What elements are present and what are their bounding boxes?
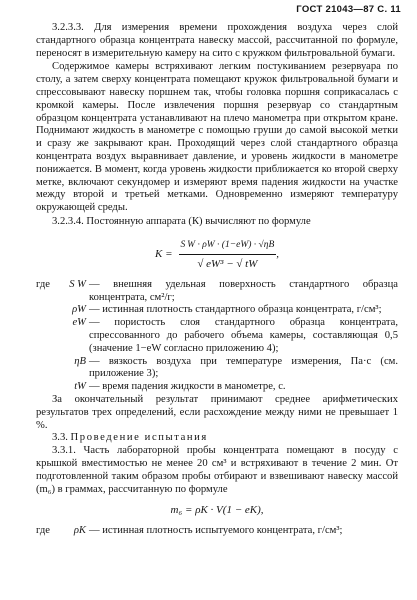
paragraph-3-2-3-4: 3.2.3.4. Постоянную аппарата (К) вычисляют по формуле — [52, 215, 311, 227]
legend-row — [36, 356, 398, 382]
legend-text: — внешняя удельная поверхность стандартного образца концентрата, см²/г; — [89, 278, 398, 303]
legend-symbol: S W — [69, 278, 86, 290]
legend-prefix — [36, 317, 64, 355]
formula-k-fraction — [179, 239, 280, 271]
legend-text: — истинная плотность испытуемого концентрата, г/см³; — [89, 525, 343, 537]
legend-text: — пористость слоя стандартного образца концентрата, спрессованного до рабочего объема камеры, составляющая 0,5 (значение 1−eW согласно приложению 4); — [89, 317, 398, 354]
legend-symbol: ηB — [74, 355, 86, 367]
section-heading — [36, 432, 398, 445]
document-body — [36, 22, 398, 538]
paragraph-3-3-1: 3.3.1. Часть лабораторной пробы концентрата помещают в посуду с крышкой вместимостью не менее 20 см³ и встряхивают в течение 2 мин. От подготовленной таким образом пробы отбирают и взвешивают навеску массой (m₆) в граммах, рассчитанную по формуле — [36, 445, 398, 495]
legend-symbol: eW — [72, 317, 86, 329]
formula-k-lhs: K = — [154, 248, 173, 261]
paragraph-final-result: За окончательный результат принимают среднее арифметических результатов трех определений, если расхождение между ними не превышает 1 %. — [36, 393, 398, 431]
formula-m: m₆ = ρK · V(1 − eK), — [170, 504, 264, 517]
paragraph-chamber-procedure: Содержимое камеры встряхивают легким постукиванием резервуара по столу, а затем сверху концентрата помещают кружок фильтровальной бумаги и спрессовывают навеску поршнем так, чтобы головка поршня соприкасалась с кромкой камеры. После извлечения поршня резервуар со стандартным образцом концентрата устанавливают на плечо манометра при открытом кране. Поднимают жидкость в манометре с помощью груши до самой высокой метки и сразу же закрывают кран. Проходящий через слой стандартного образца концентрата воздух выравнивает давление, и уровень жидкости в манометре понижается. В момент, когда уровень жидкости приближается ко второй сверху метке, включают секундомер и измеряют время падения жидкости на участке между второй и третьей метками. Одновременно измеряют температуру окружающей среды. — [36, 61, 398, 214]
legend-prefix — [36, 381, 64, 394]
formula-k-denominator: √ eW³ − √ tW — [197, 257, 258, 270]
section-number: 3.3. — [52, 432, 68, 444]
formula-m-legend — [36, 523, 398, 538]
legend-row — [36, 304, 398, 317]
legend-symbol: tW — [74, 381, 86, 393]
formula-k-numerator: S W · ρW · (1−eW) · √ηB — [179, 239, 277, 255]
legend-row — [36, 381, 398, 394]
paragraph-3-2-3-3: 3.2.3.3. Для измерения времени прохождения воздуха через слой стандартного образца концентрата навеску массой, рассчитанной по формуле, переносят в измерительную камеру на сито с кружком фильтровальной бумаги. — [36, 22, 398, 59]
legend-prefix: где — [36, 525, 50, 537]
formula-k-tail: , — [276, 248, 280, 261]
legend-symbol: ρW — [72, 304, 86, 316]
legend-row — [36, 279, 398, 305]
legend-text: — вязкость воздуха при температуре измерения, Па·с (см. приложение 3); — [89, 355, 398, 380]
legend-prefix: где — [36, 278, 50, 290]
section-title: Проведение испытания — [70, 432, 208, 444]
legend-prefix — [36, 304, 64, 317]
formula-k-legend — [36, 279, 398, 394]
legend-symbol: ρK — [73, 525, 86, 537]
page-header: ГОСТ 21043—87 С. 11 — [296, 4, 401, 15]
formula-k — [36, 233, 398, 277]
legend-row — [36, 317, 398, 355]
legend-text: — истинная плотность стандартного образца концентрата, г/см³; — [89, 304, 382, 316]
legend-text: — время падения жидкости в манометре, с. — [89, 381, 286, 393]
legend-row — [36, 523, 398, 538]
legend-prefix — [36, 356, 64, 382]
